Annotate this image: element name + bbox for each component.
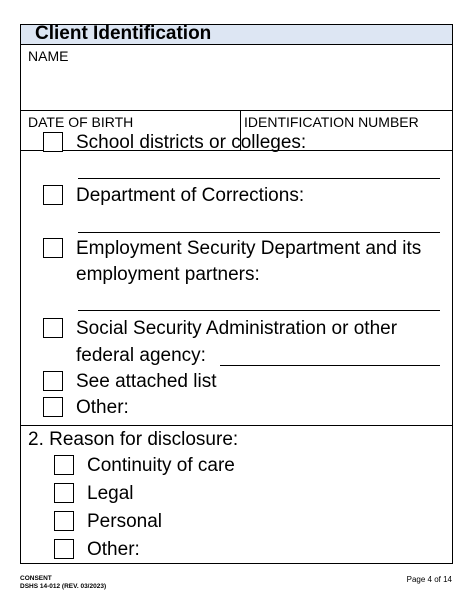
school-checkbox[interactable] — [43, 132, 63, 152]
reason-personal-checkbox[interactable] — [54, 511, 74, 531]
ssa-blank-line[interactable] — [220, 365, 440, 366]
reason-continuity-label: Continuity of care — [87, 455, 235, 476]
reason-other-checkbox[interactable] — [54, 539, 74, 559]
reason-continuity-checkbox[interactable] — [54, 455, 74, 475]
name-field[interactable] — [21, 45, 452, 111]
recipient-other-checkbox[interactable] — [43, 397, 63, 417]
attached-list-label: See attached list — [76, 371, 217, 392]
corrections-label: Department of Corrections: — [76, 185, 305, 206]
esd-label-line1: Employment Security Department and its — [76, 238, 422, 259]
esd-checkbox[interactable] — [43, 238, 63, 258]
reason-legal-checkbox[interactable] — [54, 483, 74, 503]
footer-form-id — [20, 575, 106, 591]
corrections-blank-line[interactable] — [78, 232, 440, 233]
ssa-checkbox[interactable] — [43, 318, 63, 338]
section-divider — [21, 425, 452, 426]
section-header — [21, 25, 452, 45]
corrections-checkbox[interactable] — [43, 185, 63, 205]
school-label: School districts or colleges: — [76, 132, 307, 153]
attached-list-checkbox[interactable] — [43, 371, 63, 391]
id-number-label: IDENTIFICATION NUMBER — [244, 114, 419, 130]
section-title: Client Identification — [35, 23, 212, 44]
reason-legal-label: Legal — [87, 483, 134, 504]
reason-heading: 2. Reason for disclosure: — [28, 429, 239, 450]
footer-page-number: Page 4 of 14 — [406, 575, 452, 584]
recipient-other-label: Other: — [76, 397, 129, 418]
ssa-label-line1: Social Security Administration or other — [76, 318, 398, 339]
footer-form-number: DSHS 14-012 (REV. 03/2023) — [20, 583, 107, 590]
reason-other-label: Other: — [87, 539, 140, 560]
consent-form — [20, 24, 453, 564]
name-label: NAME — [28, 48, 69, 64]
reason-personal-label: Personal — [87, 511, 162, 532]
footer-consent: CONSENT — [20, 575, 52, 582]
school-blank-line[interactable] — [78, 178, 440, 179]
ssa-label-line2: federal agency: — [76, 345, 206, 366]
esd-label-line2: employment partners: — [76, 264, 260, 285]
esd-blank-line[interactable] — [78, 310, 440, 311]
dob-label: DATE OF BIRTH — [28, 114, 134, 130]
